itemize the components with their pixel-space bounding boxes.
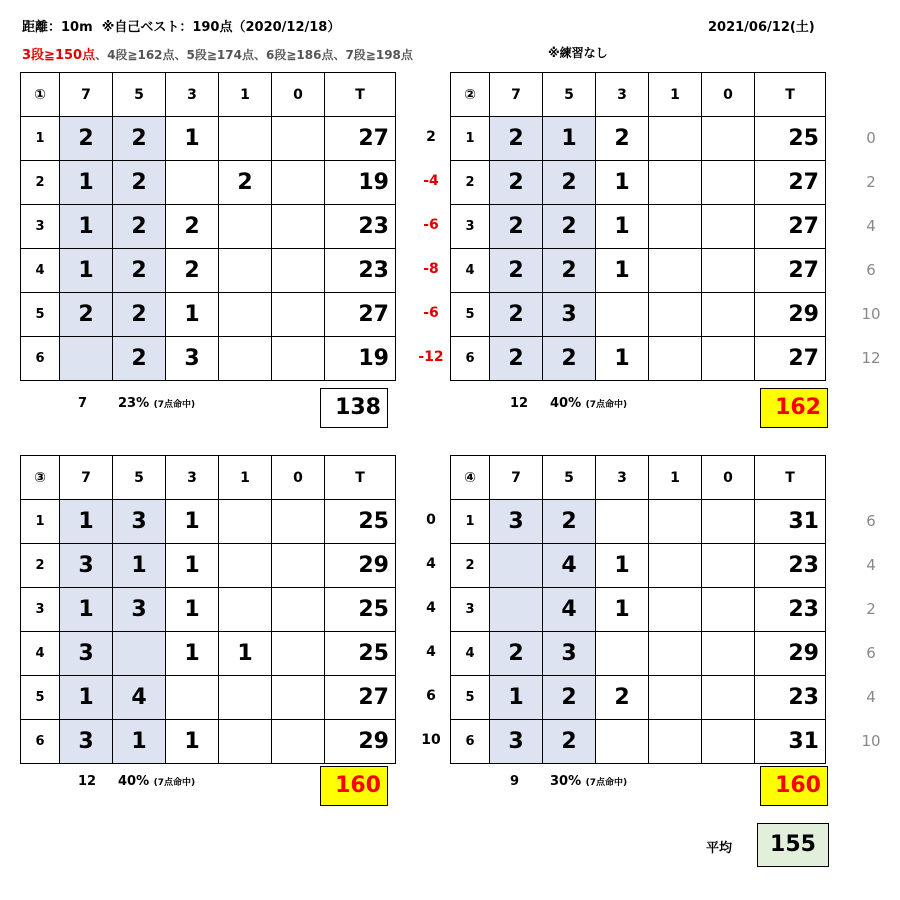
end-number: 2 — [21, 544, 60, 588]
end-number: 5 — [21, 293, 60, 337]
score-table-2 — [450, 72, 826, 381]
cell-c1 — [649, 337, 702, 381]
cell-c5: 2 — [543, 161, 596, 205]
table-row — [451, 337, 826, 381]
end-number: 1 — [21, 117, 60, 161]
cell-c7: 3 — [60, 632, 113, 676]
score-difference: 6 — [866, 644, 876, 662]
score-difference: 0 — [866, 129, 876, 147]
cell-c1 — [649, 588, 702, 632]
date-label: 2021/06/12(土) — [708, 20, 815, 35]
score-difference: 6 — [866, 261, 876, 279]
end-number: 5 — [451, 676, 490, 720]
cell-c3: 2 — [166, 205, 219, 249]
cell-c5: 3 — [543, 293, 596, 337]
cell-c0 — [702, 676, 755, 720]
cell-c3: 1 — [166, 293, 219, 337]
cell-c3 — [596, 720, 649, 764]
column-header: 1 — [649, 73, 702, 117]
cell-c0 — [272, 500, 325, 544]
end-total: 23 — [325, 249, 396, 293]
cell-c5: 2 — [543, 205, 596, 249]
hit-count: 12 — [78, 774, 97, 789]
table-row — [451, 544, 826, 588]
table-row — [21, 249, 396, 293]
score-difference: -6 — [423, 305, 439, 321]
cell-c3: 1 — [166, 632, 219, 676]
cell-c3: 1 — [166, 720, 219, 764]
end-number: 3 — [21, 588, 60, 632]
table-row — [21, 676, 396, 720]
score-difference: -8 — [423, 261, 439, 277]
cell-c0 — [272, 588, 325, 632]
cell-c3 — [596, 500, 649, 544]
column-header: 1 — [219, 456, 272, 500]
cell-c0 — [702, 544, 755, 588]
end-number: 5 — [451, 293, 490, 337]
end-number: 4 — [451, 249, 490, 293]
cell-c7: 1 — [490, 676, 543, 720]
percentage-note: (7点命中) — [153, 778, 196, 788]
column-header: 3 — [596, 456, 649, 500]
cell-c7: 1 — [60, 500, 113, 544]
cell-c5: 3 — [543, 632, 596, 676]
percentage-note: (7点命中) — [153, 400, 196, 410]
cell-c3 — [596, 293, 649, 337]
cell-c7: 2 — [490, 205, 543, 249]
table-header-row — [21, 73, 396, 117]
rank3-threshold: 3段≧150点 — [22, 48, 96, 63]
cell-c0 — [702, 632, 755, 676]
end-number: 2 — [451, 544, 490, 588]
column-header: 1 — [219, 73, 272, 117]
cell-c0 — [272, 293, 325, 337]
score-difference: 12 — [861, 349, 881, 367]
end-number: 1 — [21, 500, 60, 544]
column-header: 7 — [60, 73, 113, 117]
end-total: 23 — [755, 676, 826, 720]
score-difference: -6 — [423, 217, 439, 233]
average-label: 平均 — [706, 841, 733, 856]
table-row — [451, 500, 826, 544]
cell-c7: 2 — [490, 161, 543, 205]
table-row — [451, 117, 826, 161]
cell-c5: 3 — [113, 588, 166, 632]
table-row — [21, 161, 396, 205]
end-number: 5 — [21, 676, 60, 720]
score-difference: 4 — [426, 556, 436, 572]
cell-c0 — [272, 632, 325, 676]
cell-c3: 1 — [596, 205, 649, 249]
end-total: 23 — [755, 588, 826, 632]
cell-c0 — [702, 161, 755, 205]
end-number: 4 — [451, 632, 490, 676]
cell-c5: 2 — [113, 249, 166, 293]
percentage-value: 40% — [118, 774, 150, 789]
cell-c3: 1 — [596, 337, 649, 381]
end-total: 25 — [325, 588, 396, 632]
cell-c1 — [219, 720, 272, 764]
end-total: 27 — [755, 205, 826, 249]
cell-c1 — [219, 588, 272, 632]
end-total: 27 — [325, 676, 396, 720]
cell-c3: 2 — [596, 676, 649, 720]
cell-c5: 2 — [113, 293, 166, 337]
cell-c1 — [219, 249, 272, 293]
cell-c3: 1 — [166, 500, 219, 544]
score-difference: 4 — [866, 217, 876, 235]
cell-c1 — [649, 205, 702, 249]
cell-c7: 2 — [490, 337, 543, 381]
table-row — [451, 249, 826, 293]
cell-c0 — [272, 337, 325, 381]
cell-c3: 3 — [166, 337, 219, 381]
end-total: 31 — [755, 720, 826, 764]
table-row — [21, 500, 396, 544]
column-header: 0 — [272, 456, 325, 500]
table-row — [21, 293, 396, 337]
set-total: 138 — [320, 388, 388, 428]
cell-c5: 2 — [543, 500, 596, 544]
score-difference: 10 — [861, 732, 881, 750]
hit-count: 7 — [78, 396, 88, 411]
end-total: 27 — [325, 293, 396, 337]
cell-c1 — [649, 293, 702, 337]
score-difference: 10 — [421, 732, 441, 748]
end-number: 3 — [451, 205, 490, 249]
table-header-row — [21, 456, 396, 500]
cell-c5: 2 — [543, 249, 596, 293]
cell-c5: 1 — [543, 117, 596, 161]
table-row — [21, 337, 396, 381]
cell-c7: 3 — [490, 500, 543, 544]
end-number: 4 — [21, 249, 60, 293]
end-total: 29 — [755, 632, 826, 676]
cell-c3: 1 — [166, 588, 219, 632]
cell-c1 — [219, 205, 272, 249]
column-header: 7 — [490, 73, 543, 117]
cell-c0 — [272, 544, 325, 588]
cell-c0 — [702, 293, 755, 337]
cell-c5: 2 — [113, 205, 166, 249]
set-label: ① — [21, 73, 60, 117]
cell-c3: 1 — [596, 161, 649, 205]
score-difference: 2 — [426, 129, 436, 145]
set-label: ② — [451, 73, 490, 117]
end-total: 29 — [755, 293, 826, 337]
score-table-1 — [20, 72, 396, 381]
cell-c3: 1 — [166, 117, 219, 161]
cell-c7 — [490, 588, 543, 632]
hit-count: 12 — [510, 396, 529, 411]
cell-c7: 3 — [60, 544, 113, 588]
percentage-value: 23% — [118, 396, 150, 411]
score-difference: 4 — [426, 644, 436, 660]
cell-c3 — [166, 161, 219, 205]
column-header: 3 — [166, 73, 219, 117]
rank-thresholds — [22, 44, 413, 63]
score-difference: -4 — [423, 173, 439, 189]
cell-c1 — [649, 117, 702, 161]
cell-c7: 1 — [60, 588, 113, 632]
table-header-row — [451, 73, 826, 117]
cell-c5: 1 — [113, 720, 166, 764]
end-total: 19 — [325, 337, 396, 381]
column-header: 5 — [113, 73, 166, 117]
cell-c1 — [219, 293, 272, 337]
cell-c5: 2 — [543, 720, 596, 764]
score-table-3 — [20, 455, 396, 764]
score-difference: 4 — [866, 556, 876, 574]
end-total: 27 — [755, 337, 826, 381]
percentage-note: (7点命中) — [585, 778, 628, 788]
score-difference: 4 — [426, 600, 436, 616]
column-header: T — [325, 73, 396, 117]
end-number: 3 — [451, 588, 490, 632]
cell-c5: 2 — [543, 676, 596, 720]
score-difference: 2 — [866, 600, 876, 618]
cell-c5: 3 — [113, 500, 166, 544]
column-header: 5 — [543, 73, 596, 117]
cell-c0 — [702, 117, 755, 161]
practice-note: ※練習なし — [548, 46, 608, 60]
cell-c1: 1 — [219, 632, 272, 676]
end-total: 19 — [325, 161, 396, 205]
cell-c3: 1 — [596, 249, 649, 293]
cell-c7 — [490, 544, 543, 588]
table-row — [451, 293, 826, 337]
cell-c0 — [702, 588, 755, 632]
column-header: 5 — [113, 456, 166, 500]
score-difference: 6 — [866, 512, 876, 530]
score-difference: -12 — [418, 349, 444, 365]
cell-c7: 1 — [60, 676, 113, 720]
end-total: 27 — [755, 249, 826, 293]
end-total: 29 — [325, 720, 396, 764]
cell-c5: 4 — [543, 588, 596, 632]
table-row — [451, 632, 826, 676]
cell-c0 — [272, 205, 325, 249]
score-difference: 2 — [866, 173, 876, 191]
table-row — [451, 676, 826, 720]
end-number: 1 — [451, 500, 490, 544]
distance-label — [22, 16, 340, 35]
percentage-note: (7点命中) — [585, 400, 628, 410]
cell-c0 — [272, 720, 325, 764]
cell-c7: 2 — [60, 293, 113, 337]
cell-c0 — [702, 720, 755, 764]
end-number: 2 — [451, 161, 490, 205]
cell-c0 — [702, 500, 755, 544]
column-header: 5 — [543, 456, 596, 500]
end-total: 23 — [755, 544, 826, 588]
hit-percentage — [118, 396, 195, 411]
cell-c7: 2 — [60, 117, 113, 161]
cell-c1 — [649, 161, 702, 205]
cell-c1 — [649, 500, 702, 544]
cell-c1 — [649, 544, 702, 588]
average-value: 155 — [757, 823, 829, 867]
cell-c3 — [596, 632, 649, 676]
cell-c1 — [219, 117, 272, 161]
hit-count: 9 — [510, 774, 520, 789]
end-number: 6 — [451, 720, 490, 764]
score-difference: 4 — [866, 688, 876, 706]
cell-c7 — [60, 337, 113, 381]
cell-c0 — [702, 205, 755, 249]
cell-c0 — [272, 249, 325, 293]
column-header: 0 — [272, 73, 325, 117]
end-total: 27 — [325, 117, 396, 161]
table-row — [21, 544, 396, 588]
end-total: 25 — [325, 632, 396, 676]
column-header: 7 — [60, 456, 113, 500]
table-row — [21, 117, 396, 161]
end-number: 4 — [21, 632, 60, 676]
table-row — [451, 161, 826, 205]
percentage-value: 30% — [550, 774, 582, 789]
rank-thresholds-rest: 、4段≧162点、5段≧174点、6段≧186点、7段≧198点 — [95, 48, 413, 62]
cell-c5: 2 — [113, 161, 166, 205]
table-row — [21, 205, 396, 249]
cell-c7: 2 — [490, 293, 543, 337]
set-total: 162 — [760, 388, 828, 428]
cell-c7: 1 — [60, 249, 113, 293]
cell-c5 — [113, 632, 166, 676]
cell-c5: 1 — [113, 544, 166, 588]
cell-c1: 2 — [219, 161, 272, 205]
cell-c5: 2 — [113, 117, 166, 161]
table-row — [451, 588, 826, 632]
cell-c7: 1 — [60, 161, 113, 205]
cell-c0 — [272, 117, 325, 161]
table-row — [451, 205, 826, 249]
column-header: 0 — [702, 73, 755, 117]
cell-c7: 2 — [490, 249, 543, 293]
end-number: 2 — [21, 161, 60, 205]
set-label: ④ — [451, 456, 490, 500]
hit-percentage — [550, 396, 627, 411]
table-row — [451, 720, 826, 764]
cell-c5: 4 — [543, 544, 596, 588]
column-header: 3 — [166, 456, 219, 500]
cell-c7: 3 — [60, 720, 113, 764]
set-total: 160 — [760, 766, 828, 806]
table-row — [21, 632, 396, 676]
cell-c0 — [272, 161, 325, 205]
cell-c7: 3 — [490, 720, 543, 764]
cell-c3: 1 — [596, 544, 649, 588]
column-header: 3 — [596, 73, 649, 117]
cell-c1 — [649, 249, 702, 293]
end-total: 29 — [325, 544, 396, 588]
cell-c3 — [166, 676, 219, 720]
column-header: T — [325, 456, 396, 500]
table-row — [21, 720, 396, 764]
end-total: 25 — [755, 117, 826, 161]
cell-c5: 2 — [113, 337, 166, 381]
distance-text: 距離：10m — [22, 20, 93, 35]
cell-c0 — [702, 249, 755, 293]
end-number: 6 — [21, 720, 60, 764]
cell-c7: 1 — [60, 205, 113, 249]
cell-c3: 1 — [596, 588, 649, 632]
cell-c3: 2 — [166, 249, 219, 293]
end-total: 23 — [325, 205, 396, 249]
set-total: 160 — [320, 766, 388, 806]
cell-c1 — [219, 676, 272, 720]
cell-c7: 2 — [490, 632, 543, 676]
hit-percentage — [550, 774, 627, 789]
column-header: T — [755, 73, 826, 117]
hit-percentage — [118, 774, 195, 789]
set-label: ③ — [21, 456, 60, 500]
cell-c3: 2 — [596, 117, 649, 161]
column-header: T — [755, 456, 826, 500]
score-difference: 6 — [426, 688, 436, 704]
column-header: 7 — [490, 456, 543, 500]
cell-c1 — [219, 500, 272, 544]
cell-c0 — [702, 337, 755, 381]
end-number: 6 — [21, 337, 60, 381]
cell-c1 — [649, 676, 702, 720]
percentage-value: 40% — [550, 396, 582, 411]
cell-c1 — [219, 337, 272, 381]
cell-c0 — [272, 676, 325, 720]
table-header-row — [451, 456, 826, 500]
end-total: 27 — [755, 161, 826, 205]
column-header: 0 — [702, 456, 755, 500]
score-difference: 0 — [426, 512, 436, 528]
cell-c3: 1 — [166, 544, 219, 588]
personal-best-text: ※自己ベスト：190点（2020/12/18） — [101, 20, 341, 35]
cell-c1 — [219, 544, 272, 588]
end-number: 3 — [21, 205, 60, 249]
end-total: 25 — [325, 500, 396, 544]
end-number: 1 — [451, 117, 490, 161]
end-number: 6 — [451, 337, 490, 381]
column-header: 1 — [649, 456, 702, 500]
cell-c1 — [649, 720, 702, 764]
cell-c7: 2 — [490, 117, 543, 161]
table-row — [21, 588, 396, 632]
cell-c5: 4 — [113, 676, 166, 720]
cell-c1 — [649, 632, 702, 676]
cell-c5: 2 — [543, 337, 596, 381]
score-difference: 10 — [861, 305, 881, 323]
score-table-4 — [450, 455, 826, 764]
end-total: 31 — [755, 500, 826, 544]
